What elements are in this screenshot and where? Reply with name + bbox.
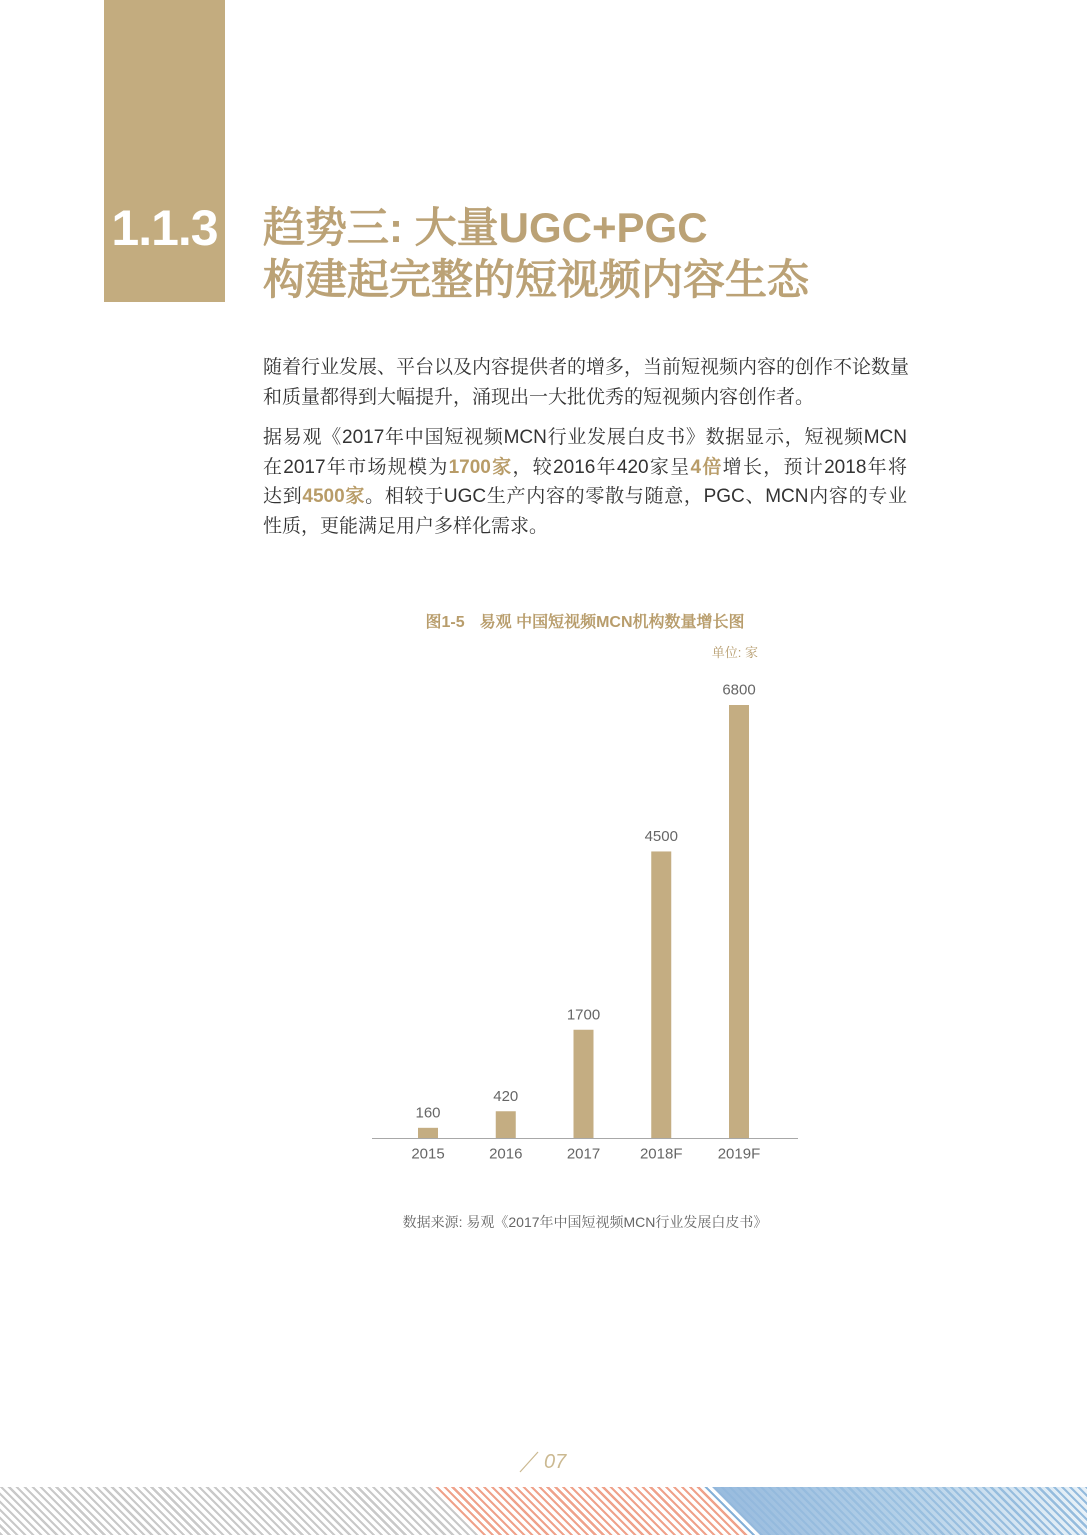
- bar-2016: [496, 1111, 516, 1138]
- bar-2015: [418, 1128, 438, 1138]
- body-text-line: [263, 453, 907, 483]
- page-number-slash: [517, 1450, 541, 1474]
- body-paragraph: [263, 353, 910, 412]
- data-label-2015: 160: [415, 1104, 441, 1122]
- body-text-line: [263, 353, 910, 383]
- body-text-segment: 在2017年市场规模为: [263, 456, 449, 478]
- x-tick-label-2015: 2015: [411, 1145, 445, 1163]
- chart-bars: [411, 682, 760, 1163]
- x-tick-label-2016: 2016: [489, 1145, 523, 1163]
- body-text-segment: 。相较于UGC生产内容的零散与随意，PGC、MCN内容的专业: [365, 486, 907, 507]
- section-title-line-1: 趋势三: 大量UGC+PGC: [263, 204, 708, 251]
- section-title-line-2: 构建起完整的短视频内容生态: [263, 256, 810, 303]
- x-tick-label-2018f: 2018F: [639, 1145, 683, 1163]
- body-paragraph: [263, 423, 907, 541]
- body-text-segment: 随着行业发展、平台以及内容提供者的增多，当前短视频内容的创作不论数量: [263, 357, 910, 378]
- bar-2017: [574, 1030, 594, 1138]
- highlight-figure: 4倍: [690, 456, 723, 478]
- body-text-line: [263, 482, 907, 512]
- data-label-2017: 1700: [566, 1006, 601, 1024]
- body-text-segment: 达到: [263, 486, 303, 507]
- footer-decorative-band: [0, 1487, 1087, 1535]
- body-text-segment: 性质，更能满足用户多样化需求。: [263, 515, 549, 537]
- bar-chart: [360, 670, 810, 1170]
- figure-header: [372, 612, 798, 672]
- x-tick-label-2019f: 2019F: [717, 1145, 761, 1163]
- section-number: 1.1.3: [111, 200, 218, 256]
- body-text-line: [263, 423, 907, 453]
- highlight-figure: 4500家: [302, 486, 366, 507]
- page-number: 07: [544, 1451, 567, 1473]
- highlight-figure: 1700家: [448, 456, 513, 478]
- body-text-segment: 和质量都得到大幅提升，涌现出一大批优秀的短视频内容创作者。: [263, 386, 815, 408]
- figure-title: [372, 612, 798, 634]
- x-tick-label-2017: 2017: [566, 1145, 601, 1163]
- bar-2019f: [729, 705, 749, 1138]
- bar-2018f: [651, 851, 671, 1138]
- section-heading: [263, 202, 809, 306]
- slash-line: [520, 1452, 538, 1472]
- figure-number: 图1-5: [425, 614, 465, 631]
- body-text-line: [263, 512, 907, 542]
- body-text-line: [263, 383, 907, 413]
- data-label-2019f: 6800: [722, 681, 756, 699]
- body-text-segment: 据易观《2017年中国短视频MCN行业发展白皮书》数据显示，短视频MCN: [263, 427, 907, 448]
- body-text-segment: 增长，预计2018年将: [722, 456, 907, 478]
- body-text-segment: ，较2016年420家呈: [512, 456, 691, 478]
- figure-unit-label: 单位: 家: [711, 645, 758, 660]
- data-label-2016: 420: [493, 1087, 519, 1105]
- figure-source: 数据来源: 易观《2017年中国短视频MCN行业发展白皮书》: [402, 1214, 768, 1230]
- body-text: [263, 353, 910, 541]
- section-tab-block: [104, 0, 225, 302]
- data-label-2018f: 4500: [644, 827, 678, 845]
- figure-title-text: 易观 中国短视频MCN机构数量增长图: [479, 614, 745, 631]
